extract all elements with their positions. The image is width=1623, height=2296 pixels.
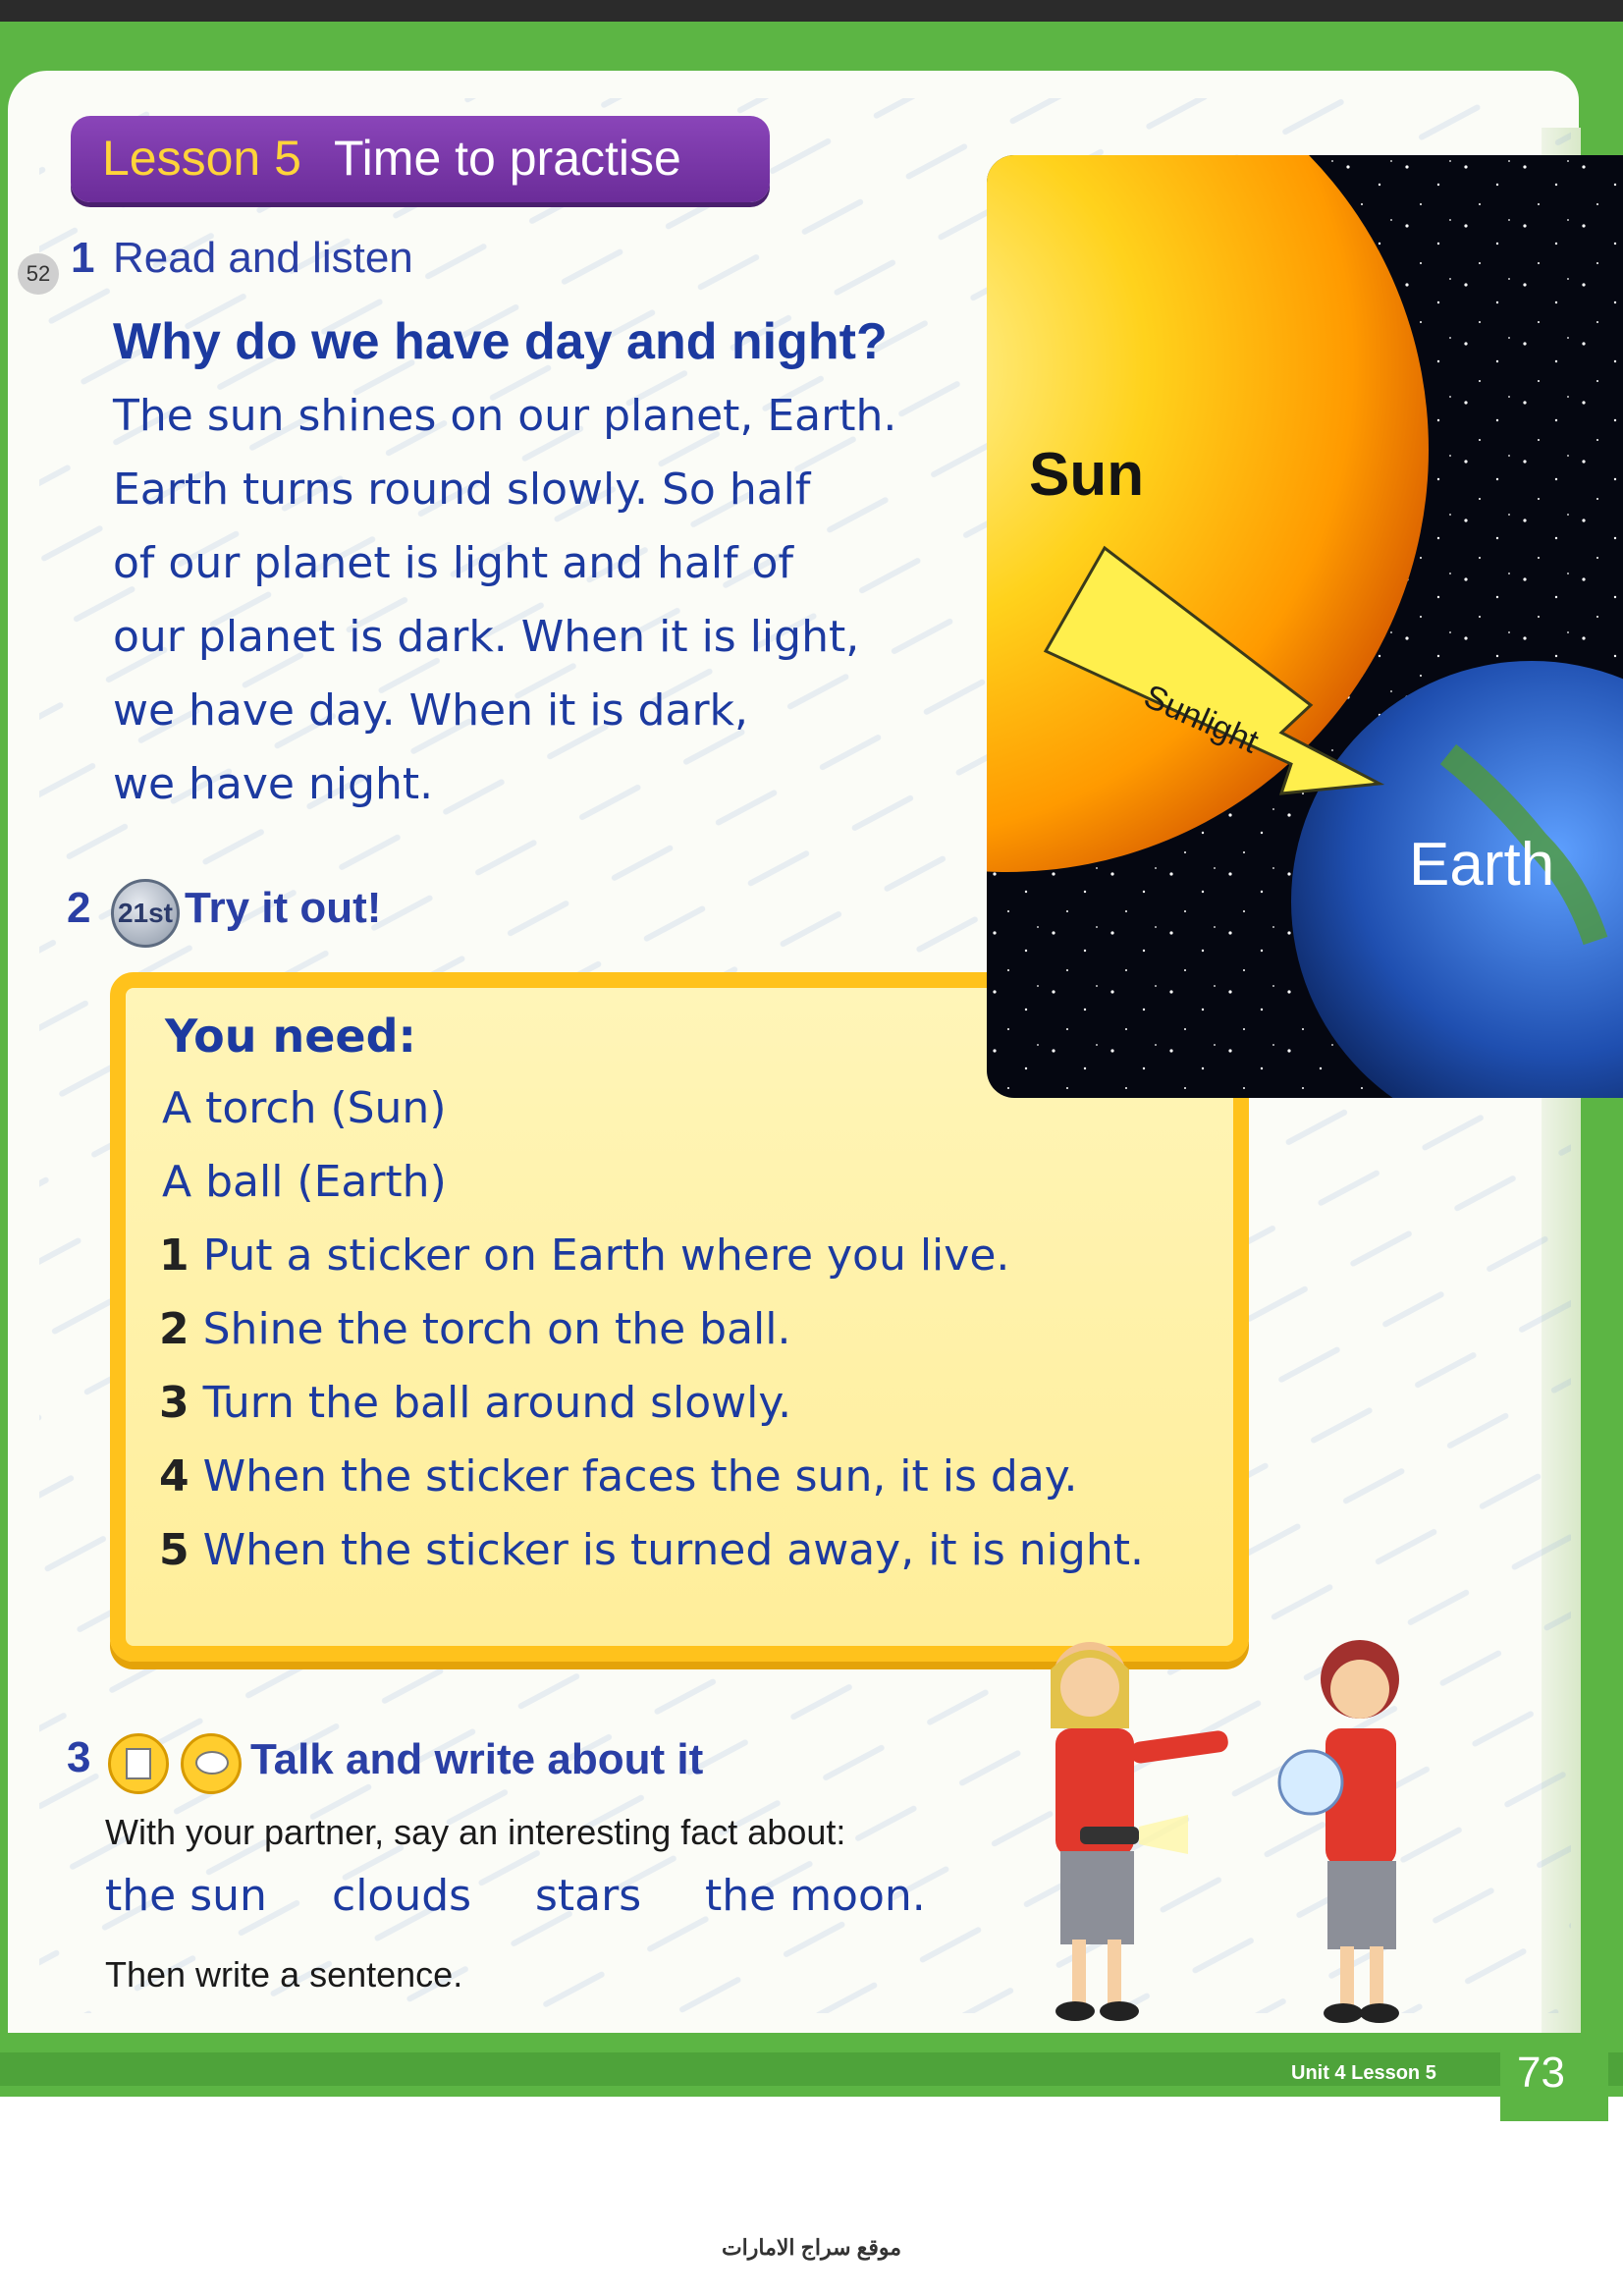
page-number: 73 — [1517, 2049, 1565, 2097]
article-line: our planet is dark. When it is light, — [113, 612, 860, 662]
step-number: 4 — [159, 1451, 189, 1502]
topic-word: the sun — [105, 1871, 267, 1921]
topic-word: stars — [535, 1871, 642, 1921]
step-number: 3 — [159, 1378, 189, 1428]
step-text: Put a sticker on Earth where you live. — [202, 1230, 1010, 1281]
step-text: Turn the ball around slowly. — [202, 1378, 792, 1428]
track-number: 52 — [18, 253, 59, 295]
space-scene — [987, 155, 1623, 1098]
step-item — [159, 1304, 790, 1354]
article-line: we have day. When it is dark, — [113, 685, 749, 736]
article-line: of our planet is light and half of — [113, 538, 793, 588]
article-line: Earth turns round slowly. So half — [113, 465, 811, 515]
unit-label: Unit 4 Lesson 5 — [1291, 2062, 1436, 2084]
topic-word: the moon. — [705, 1871, 926, 1921]
step-item — [159, 1451, 1078, 1502]
article-title: Why do we have day and night? — [113, 313, 888, 370]
exercise-3-title: Talk and write about it — [250, 1735, 704, 1783]
step-item — [159, 1525, 1144, 1575]
exercise-3-instruction: With your partner, say an interesting fact about: — [105, 1812, 846, 1852]
article-line: we have night. — [113, 759, 434, 809]
exercise-2-title: Try it out! — [185, 884, 382, 932]
step-text: When the sticker is turned away, it is night. — [202, 1525, 1144, 1575]
you-need-heading: You need: — [165, 1010, 416, 1063]
exercise-3-final-instruction: Then write a sentence. — [105, 1954, 463, 1995]
step-item — [159, 1378, 791, 1428]
earth-label: Earth — [1409, 831, 1555, 899]
need-item: A torch (Sun) — [162, 1083, 447, 1133]
21st-century-skills-icon: 21st — [111, 879, 180, 948]
article-line: The sun shines on our planet, Earth. — [113, 391, 897, 441]
exercise-2-number: 2 — [67, 884, 91, 932]
site-watermark: موقع سراج الامارات — [721, 2235, 902, 2260]
step-text: When the sticker faces the sun, it is day. — [202, 1451, 1078, 1502]
sunlight-label: Sunlight — [1138, 678, 1265, 761]
topic-word: clouds — [332, 1871, 472, 1921]
lesson-title: Time to practise — [334, 131, 681, 186]
children-illustration — [982, 1640, 1453, 2033]
step-number: 1 — [159, 1230, 189, 1281]
speech-bubble-icon — [181, 1733, 242, 1794]
step-item — [159, 1230, 1009, 1281]
lesson-number: Lesson 5 — [102, 131, 301, 186]
notepad-icon — [108, 1733, 169, 1794]
sun-earth-illustration — [987, 155, 1623, 1098]
step-text: Shine the torch on the ball. — [202, 1304, 791, 1354]
need-item: A ball (Earth) — [162, 1157, 447, 1207]
sun-label: Sun — [1029, 441, 1145, 509]
exercise-1-title: Read and listen — [113, 234, 413, 282]
step-number: 5 — [159, 1525, 189, 1575]
step-number: 2 — [159, 1304, 189, 1354]
exercise-1-number: 1 — [71, 234, 95, 282]
bottom-margin — [0, 2097, 1623, 2296]
exercise-3-number: 3 — [67, 1733, 91, 1781]
lesson-banner — [71, 116, 770, 202]
